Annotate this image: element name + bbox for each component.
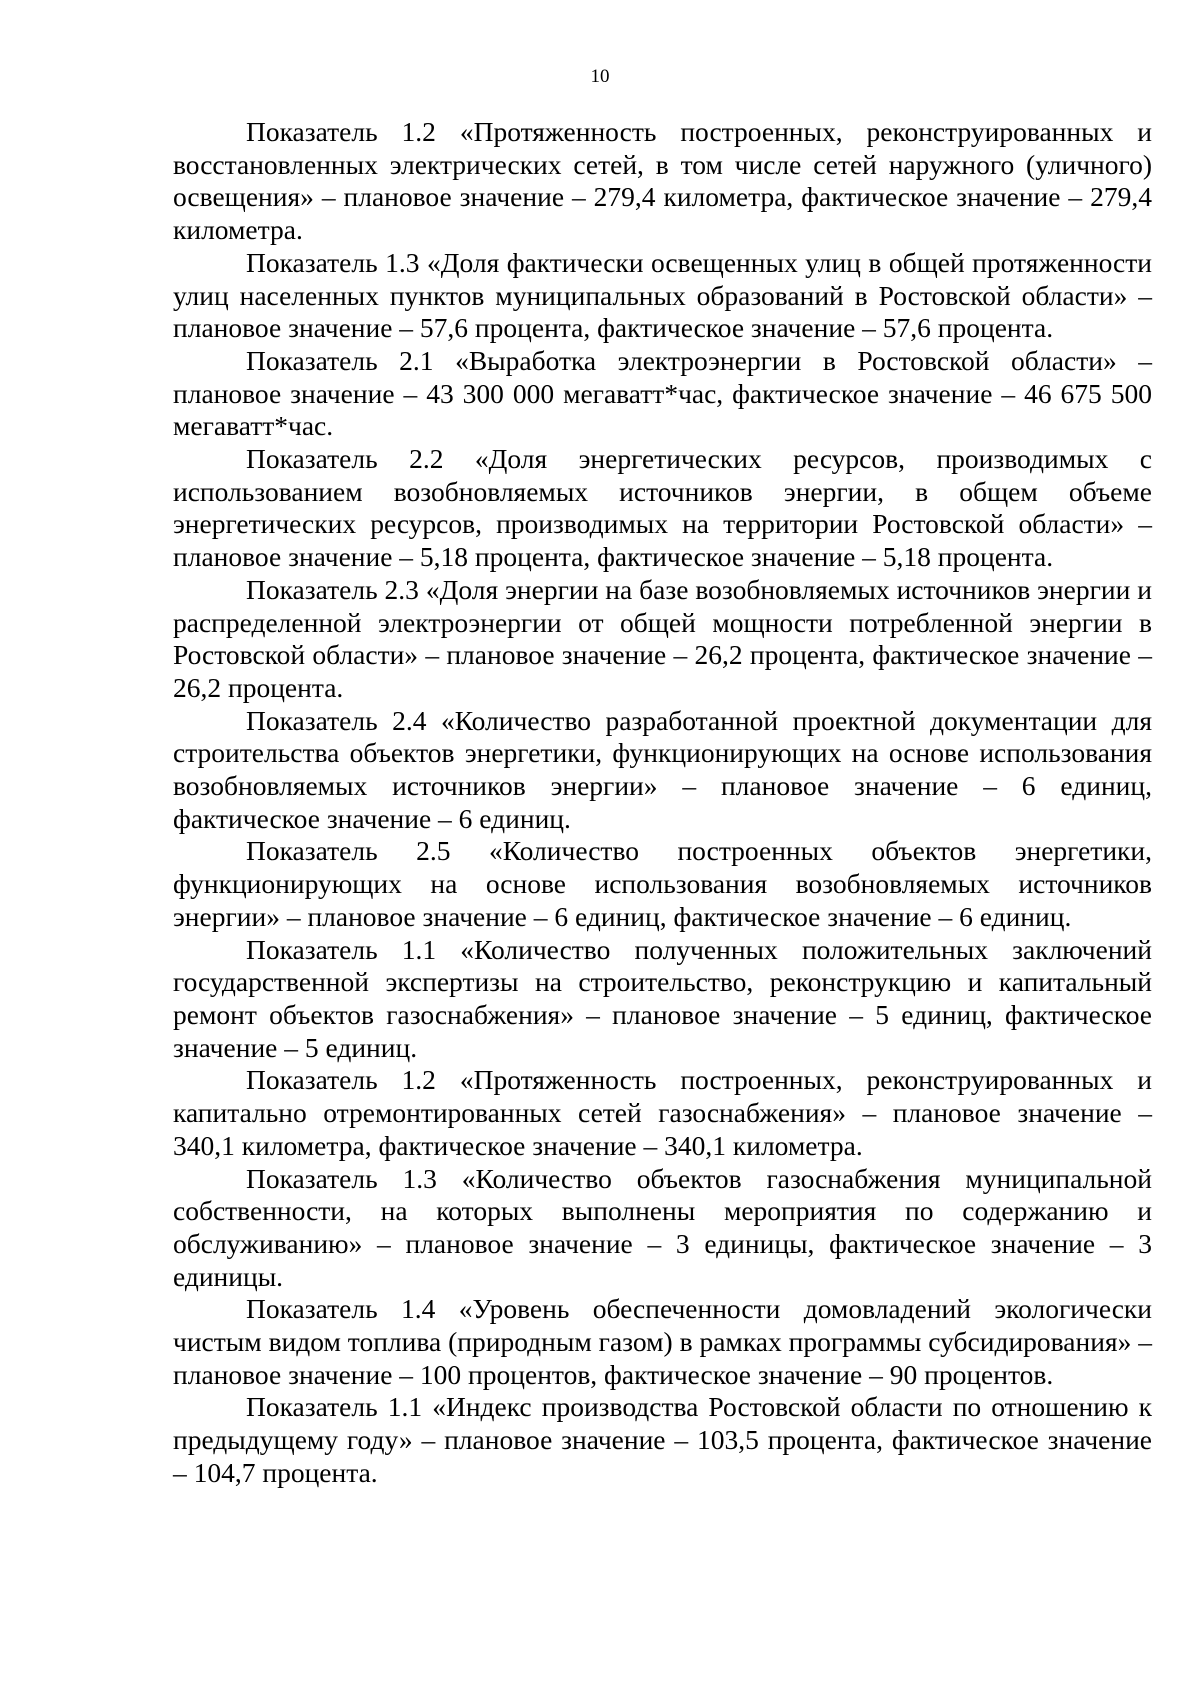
indicator-paragraph: Показатель 1.3 «Доля фактически освещенных улиц в общей протяженности улиц населенных пунктов муниципальных образований в Ростовской области» – плановое значение – 57,6 процента, фактическое значение – 57,6 процента.: [173, 246, 1152, 344]
indicator-paragraph: Показатель 1.3 «Количество объектов газоснабжения муниципальной собственности, на которых выполнены мероприятия по содержанию и обслуживанию» – плановое значение – 3 единицы, фактическое значение – 3 единицы.: [173, 1162, 1152, 1292]
indicator-paragraph: Показатель 2.4 «Количество разработанной проектной документации для строительства объектов энергетики, функционирующих на основе использования возобновляемых источников энергии» – плановое значение – 6 единиц, фактическое значение – 6 единиц.: [173, 704, 1152, 834]
page-number: 10: [590, 66, 610, 87]
indicator-paragraph: Показатель 2.2 «Доля энергетических ресурсов, производимых с использованием возобновляемых источников энергии, в общем объеме энергетических ресурсов, производимых на территории Ростовской области» – плановое значение – 5,18 процента, фактическое значение – 5,18 процента.: [173, 443, 1152, 573]
indicator-paragraph: Показатель 1.1 «Индекс производства Ростовской области по отношению к предыдущему году» – плановое значение – 103,5 процента, фактическое значение – 104,7 процента.: [173, 1391, 1152, 1488]
indicator-paragraph: Показатель 1.2 «Протяженность построенных, реконструированных и восстановленных электрических сетей, в том числе сетей наружного (уличного) освещения» – плановое значение – 279,4 километра, фактическое значение – 279,4 километра.: [173, 116, 1152, 246]
indicator-paragraph: Показатель 1.4 «Уровень обеспеченности домовладений экологически чистым видом топлива (природным газом) в рамках программы субсидирования» – плановое значение – 100 процентов, фактическое значение – 90 процентов.: [173, 1293, 1152, 1390]
indicator-paragraph: Показатель 2.3 «Доля энергии на базе возобновляемых источников энергии и распределенной электроэнергии от общей мощности потребленной энергии в Ростовской области» – плановое значение – 26,2 процента, фактическое значение – 26,2 процента.: [173, 573, 1152, 703]
document-body: [173, 116, 1152, 1490]
indicator-paragraph: Показатель 2.5 «Количество построенных объектов энергетики, функционирующих на основе использования возобновляемых источников энергии» – плановое значение – 6 единиц, фактическое значение – 6 единиц.: [173, 835, 1152, 932]
indicator-paragraph: Показатель 1.1 «Количество полученных положительных заключений государственной экспертизы на строительство, реконструкцию и капитальный ремонт объектов газоснабжения» – плановое значение – 5 единиц, фактическое значение – 5 единиц.: [173, 933, 1152, 1063]
indicator-paragraph: Показатель 2.1 «Выработка электроэнергии в Ростовской области» – плановое значение – 43 300 000 мегаватт*час, фактическое значение – 46 675 500 мегаватт*час.: [173, 344, 1152, 442]
indicator-paragraph: Показатель 1.2 «Протяженность построенных, реконструированных и капитально отремонтированных сетей газоснабжения» – плановое значение – 340,1 километра, фактическое значение – 340,1 километра.: [173, 1064, 1152, 1161]
